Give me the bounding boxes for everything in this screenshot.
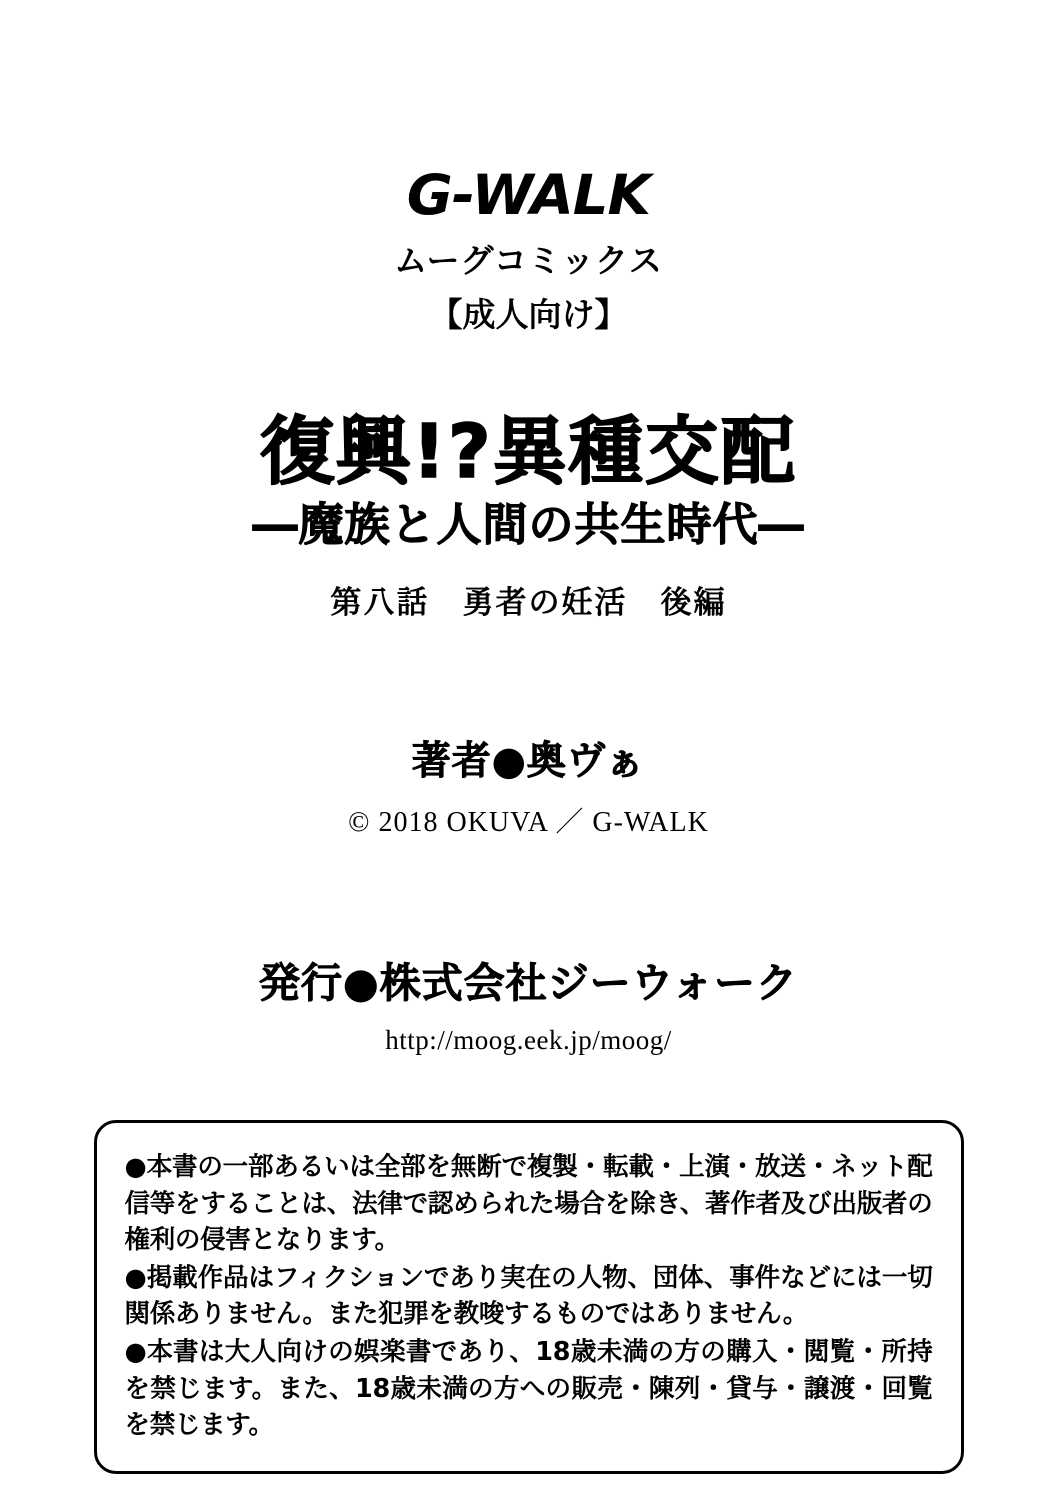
adult-rating-label: 【成人向け】 — [429, 294, 628, 334]
legal-notice-paragraph: ●掲載作品はフィクションであり実在の人物、団体、事件などには一切関係ありません。また犯罪を教唆するものではありません。 — [124, 1262, 933, 1330]
work-subtitle: ―魔族と人間の共生時代― — [252, 497, 805, 551]
chapter-title: 第八話 勇者の妊活 後編 — [330, 585, 727, 622]
work-title: 復興!?異種交配 — [260, 409, 797, 496]
publisher-block — [259, 950, 798, 1056]
legal-notice-paragraph: ●本書の一部あるいは全部を無断で複製・転載・上演・放送・ネット配信等をすることは、法律で認められた場合を除き、著作者及び出版者の権利の侵害となります。 — [124, 1152, 933, 1255]
author-credit: 著者●奥ヴぁ — [411, 739, 646, 785]
publisher-logo-block — [394, 163, 663, 334]
brand-logo: G-WALK — [406, 163, 651, 227]
legal-notice-paragraph: ●本書は大人向けの娯楽書であり、18歳未満の方の購入・閲覧・所持を禁じます。また、18歳未満の方への販売・陳列・貸与・譲渡・回覧を禁じます。 — [124, 1337, 933, 1440]
publisher-credit: 発行●株式会社ジーウォーク — [258, 959, 799, 1008]
author-block — [348, 730, 709, 840]
publisher-url[interactable]: http://moog.eek.jp/moog/ — [385, 1025, 672, 1056]
imprint-name: ムーグコミックス — [394, 241, 663, 280]
legal-notice-box — [94, 1120, 964, 1474]
title-block — [0, 409, 1057, 622]
copyright-notice: © 2018 OKUVA ／ G-WALK — [348, 807, 709, 839]
